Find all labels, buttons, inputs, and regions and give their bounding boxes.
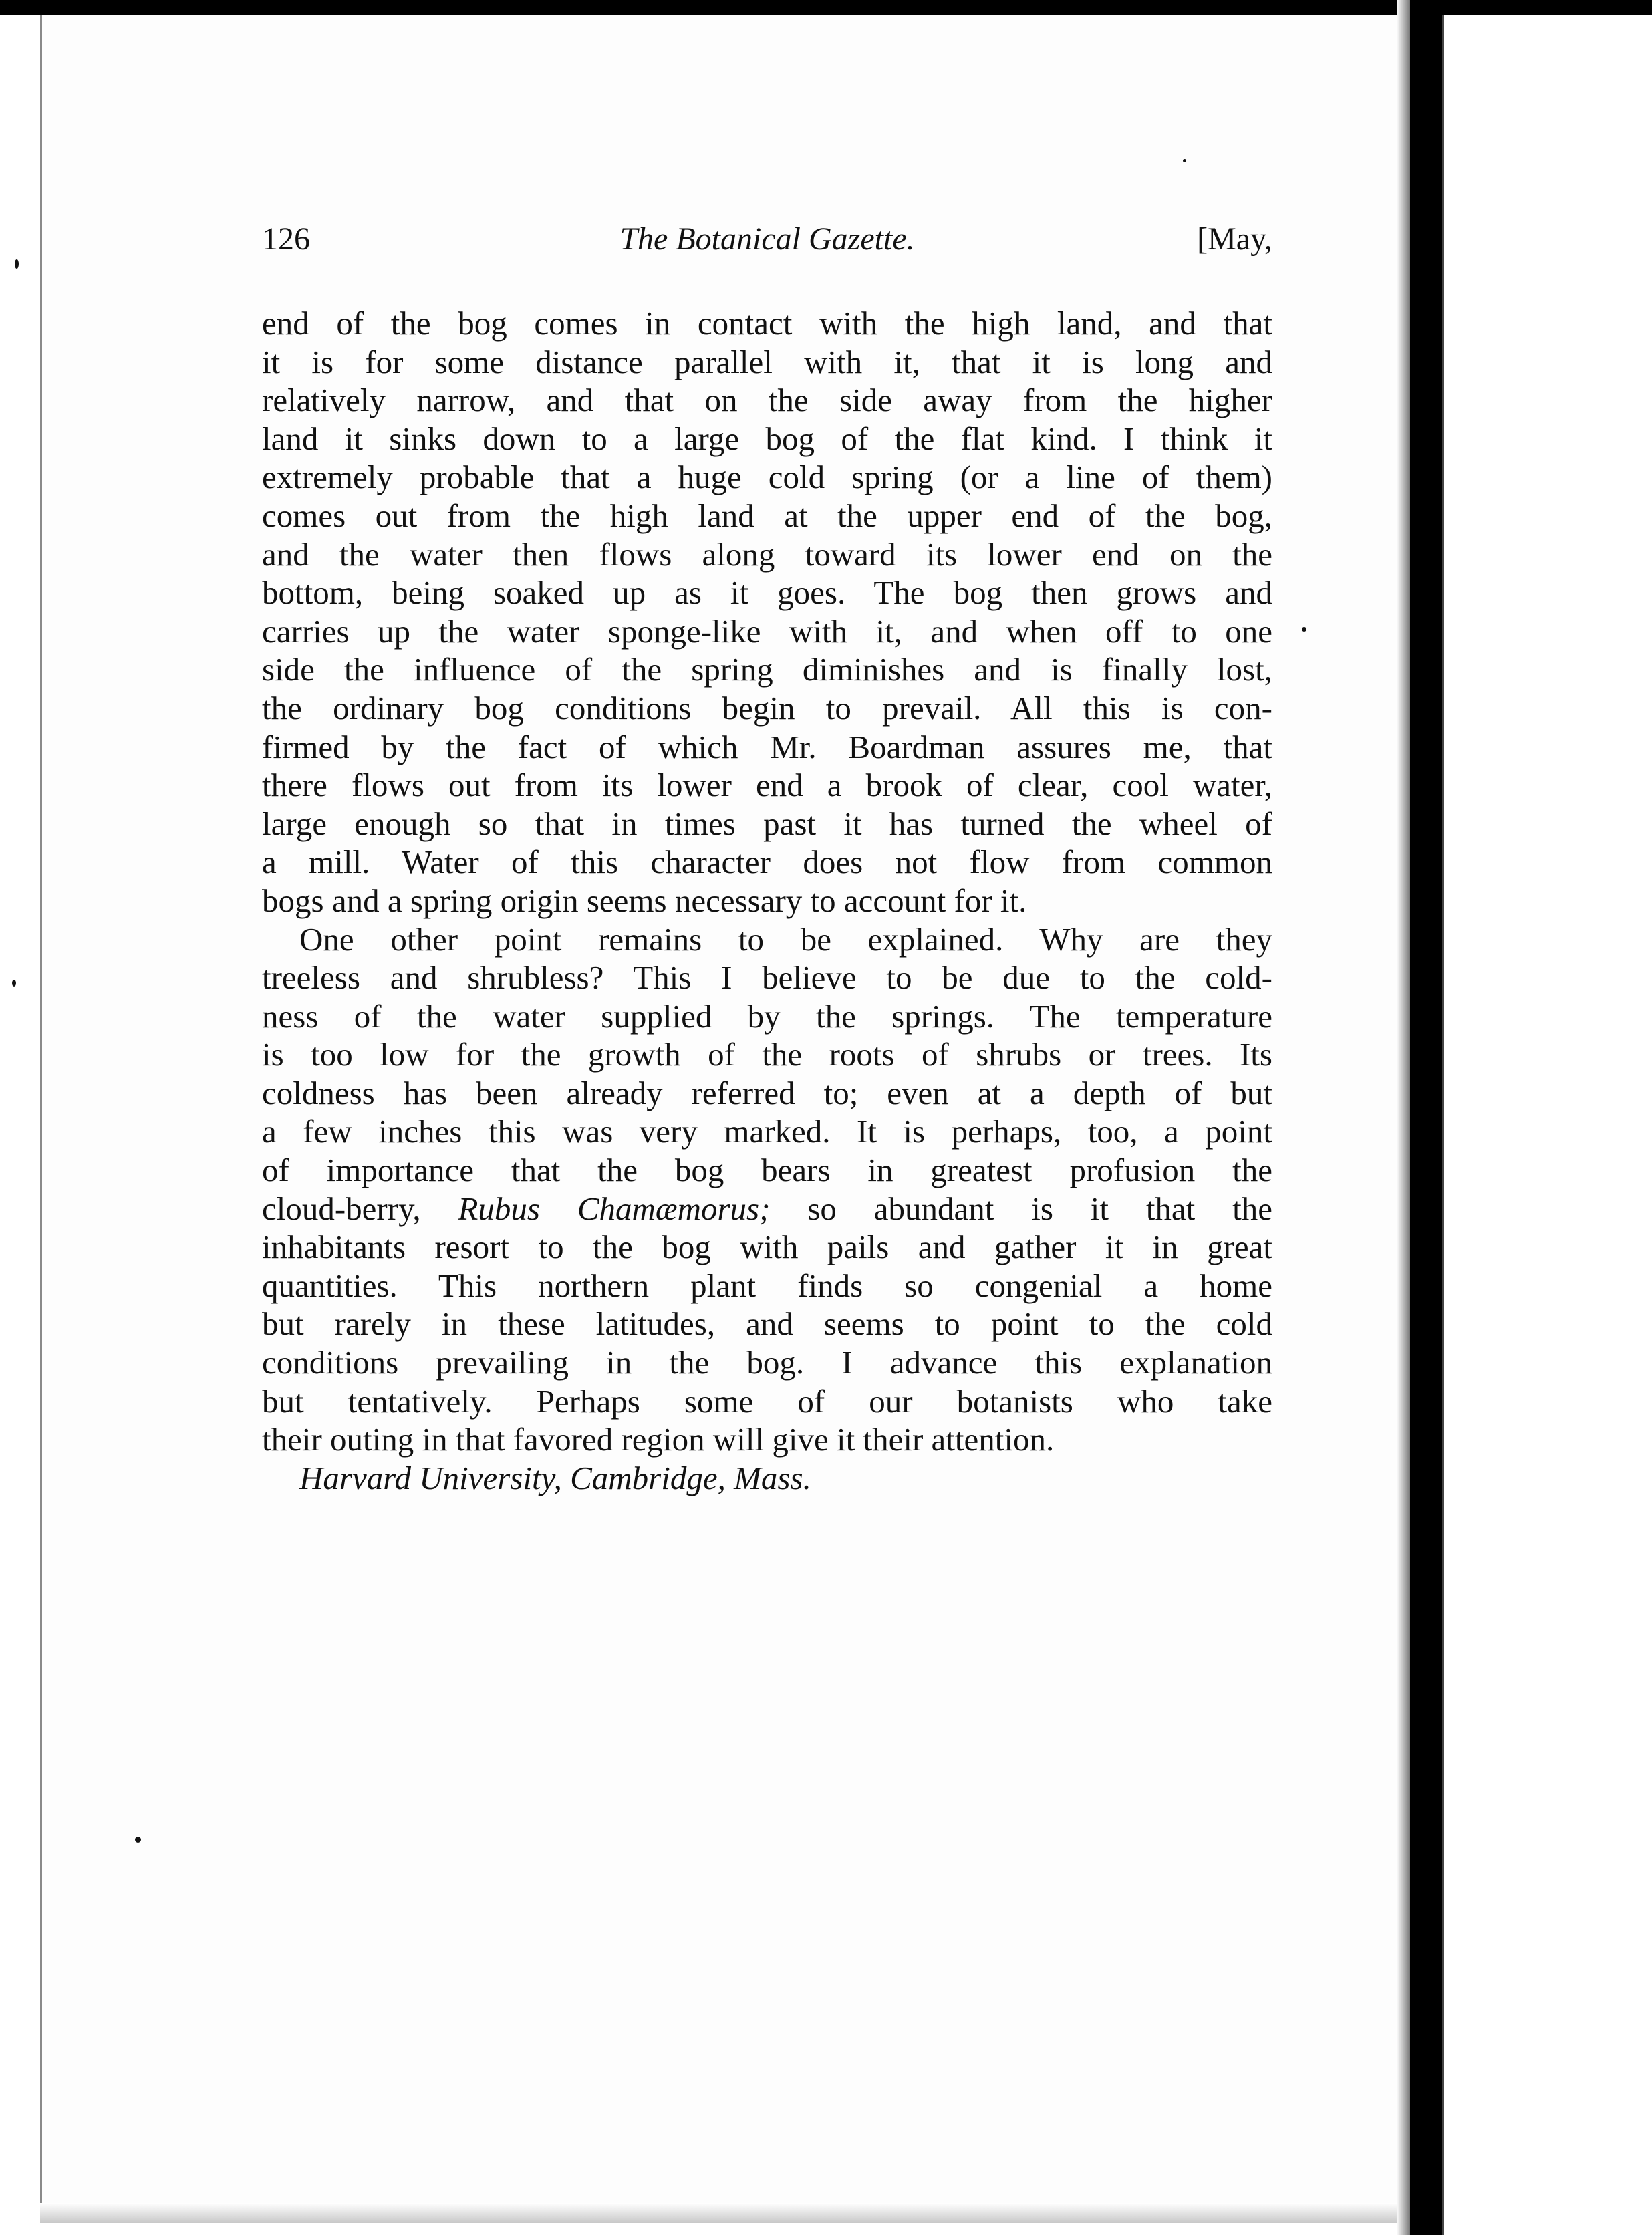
text-line: bottom, being soaked up as it goes. The bog then grows and [262,574,1272,612]
text-line: a mill. Water of this character does not flow from common [262,843,1272,881]
text-line: coldness has been already referred to; even at a depth of but [262,1074,1272,1111]
author-affiliation: Harvard University, Cambridge, Mass. [299,1459,811,1496]
scan-speck [15,259,19,269]
text-line: a few inches this was very marked. It is perhaps, too, a point [262,1113,1272,1150]
paragraph-1 [262,304,1272,920]
paragraph-2 [262,920,1272,1459]
spine-shadow [1397,0,1411,2235]
text-line: relatively narrow, and that on the side away from the higher [262,382,1272,419]
article-text [262,304,1272,1497]
scan-speck [1302,627,1306,632]
text-line: large enough so that in times past it has turned the wheel of [262,805,1272,842]
facing-page-edge [1442,15,1652,2235]
text-fragment: so abundant is it that the [807,1190,1273,1227]
page-number: 126 [262,221,310,257]
issue-month: [May, [1197,221,1272,257]
text-line: comes out from the high land at the upper end of the bog, [262,497,1272,534]
text-line: inhabitants resort to the bog with pails and gather it in great [262,1228,1272,1266]
text-line: ness of the water supplied by the springs. The temperature [262,997,1272,1035]
journal-title: The Botanical Gazette. [620,221,915,257]
text-line: extremely probable that a huge cold spring (or a line of them) [262,458,1272,496]
text-line: but rarely in these latitudes, and seems to point to the cold [262,1305,1272,1343]
scan-speck [1183,159,1186,162]
text-line: bogs and a spring origin seems necessary to account for it. [262,882,1027,919]
text-line: end of the bog comes in contact with the high land, and that [262,305,1272,342]
text-line: carries up the water sponge-like with it, and when off to one [262,612,1272,650]
page-bottom-edge [40,2203,1417,2223]
text-line: side the influence of the spring diminishes and is finally lost, [262,651,1272,688]
text-line: land it sinks down to a large bog of the flat kind. I think it [262,420,1272,457]
running-head [262,221,1272,267]
text-line: of importance that the bog bears in greatest profusion the [262,1152,1272,1189]
text-line: treeless and shrubless? This I believe to be due to the cold- [262,959,1272,997]
text-line-with-species [262,1190,1272,1228]
text-fragment: cloud-berry, [262,1190,421,1227]
scan-speck [12,980,16,987]
text-line: there flows out from its lower end a brook of clear, cool water, [262,767,1272,804]
text-line: but tentatively. Perhaps some of our botanists who take [262,1382,1272,1420]
text-line: quantities. This northern plant finds so congenial a home [262,1267,1272,1304]
scan-speck [135,1837,141,1843]
text-line: and the water then flows along toward its lower end on the [262,535,1272,573]
text-line: One other point remains to be explained. Why are they [299,920,1272,958]
text-line: their outing in that favored region will give it their attention. [262,1421,1055,1458]
text-line: is too low for the growth of the roots of shrubs or trees. Its [262,1036,1272,1073]
text-line: the ordinary bog conditions begin to prevail. All this is con- [262,689,1272,727]
text-line: firmed by the fact of which Mr. Boardman assures me, that [262,728,1272,765]
book-spine [1410,0,1442,2235]
text-line: conditions prevailing in the bog. I advance this explanation [262,1344,1272,1382]
species-name: Rubus Chamæmorus; [458,1190,771,1227]
text-line: it is for some distance parallel with it, that it is long and [262,343,1272,380]
